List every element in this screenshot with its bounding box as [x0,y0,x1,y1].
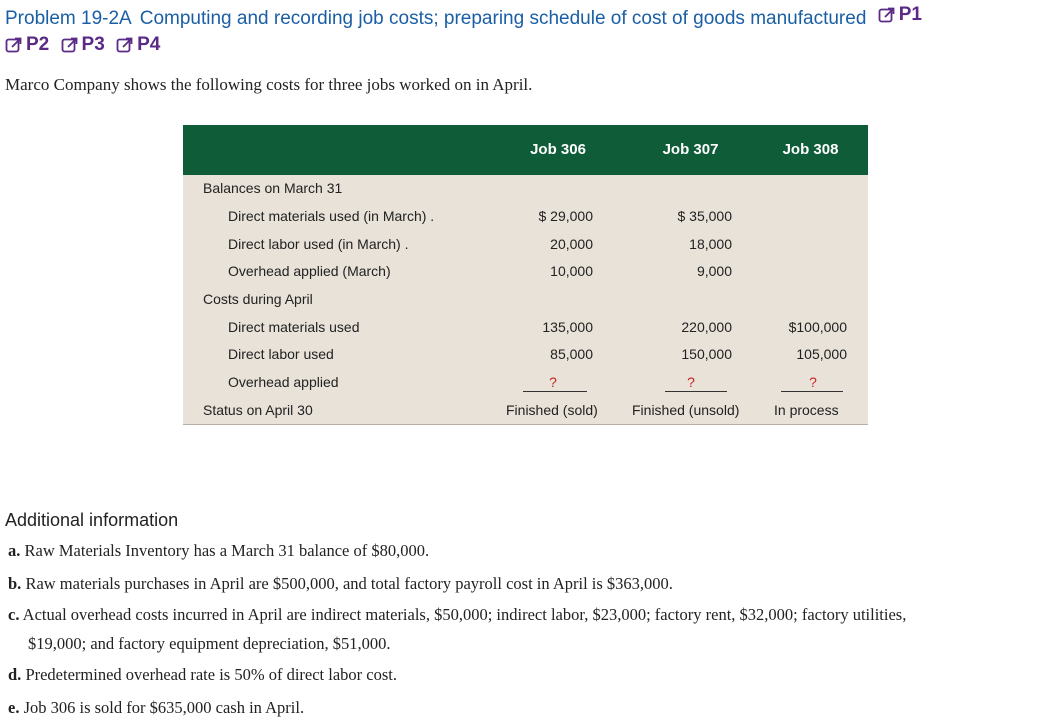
cell-value: 105,000 [796,346,847,362]
job-cost-table [183,125,868,425]
info-item-c-continued: $19,000; and factory equipment depreciation, $51,000. [28,634,391,653]
item-letter: b. [8,574,22,593]
header-line-2 [5,32,1040,62]
item-text: Predetermined overhead rate is 50% of direct labor cost. [25,665,398,684]
underline [523,391,587,392]
column-header-job-307: Job 307 [662,141,719,158]
external-link-icon [878,6,896,24]
item-text: Job 306 is sold for $635,000 cash in April. [23,698,305,717]
row-label: Direct materials used [228,319,360,335]
external-link-icon [116,36,134,54]
unknown-value-marker: ? [687,374,695,390]
row-label: Direct labor used [228,346,334,362]
objective-label: P2 [26,34,50,55]
objective-label: P3 [81,34,105,55]
cell-value: $100,000 [788,319,847,335]
objective-link-p4[interactable] [116,32,160,58]
objective-link-p3[interactable] [61,32,105,58]
table-header [183,125,868,175]
external-link-icon [5,36,23,54]
objective-label: P1 [898,4,922,25]
item-letter: c. [8,605,20,624]
problem-header [5,2,1040,62]
status-value: In process [774,402,839,418]
cell-value: 18,000 [689,236,732,252]
item-letter: d. [8,665,22,684]
header-line-1 [5,2,1040,32]
row-label: Direct labor used (in March) . [228,236,409,252]
cell-value: 85,000 [550,346,593,362]
cell-value: 10,000 [550,263,593,279]
item-text: Raw Materials Inventory has a March 31 balance of $80,000. [24,541,430,560]
intro-text: Marco Company shows the following costs for three jobs worked on in April. [5,75,533,94]
cell-value: 220,000 [681,319,732,335]
section-label-costs: Costs during April [203,291,313,307]
unknown-value-marker: ? [549,374,557,390]
cell-value: $ 35,000 [677,208,732,224]
status-value: Finished (unsold) [632,402,740,418]
column-header-job-308: Job 308 [782,141,839,158]
info-item-d [8,665,397,685]
section-label-balances: Balances on March 31 [203,180,343,196]
row-label: Overhead applied (March) [228,263,391,279]
cell-value: 20,000 [550,236,593,252]
item-text: Actual overhead costs incurred in April are indirect materials, $50,000; indirect labor, $23,000; factory rent, $32,000; factory utilities, [22,605,907,624]
row-label: Overhead applied [228,374,339,390]
item-letter: e. [8,698,20,717]
item-letter: a. [8,541,21,560]
info-item-e [8,698,304,718]
cell-value: $ 29,000 [538,208,593,224]
column-header-job-306: Job 306 [530,141,586,158]
info-item-b [8,574,673,594]
objective-link-p1[interactable] [878,2,922,28]
external-link-icon [61,36,79,54]
additional-information-heading: Additional information [5,510,179,530]
objective-label: P4 [137,34,161,55]
problem-number: Problem 19-2A [5,8,132,29]
unknown-value-marker: ? [809,374,817,390]
section-label-status: Status on April 30 [203,402,313,418]
cell-value: 150,000 [681,346,732,362]
problem-title: Computing and recording job costs; preparing schedule of cost of goods manufactured [139,8,867,29]
objective-link-p2[interactable] [5,32,49,58]
info-item-c [8,605,906,625]
underline [665,391,727,392]
underline [781,391,843,392]
info-item-a [8,541,429,561]
item-text: Raw materials purchases in April are $500,000, and total factory payroll cost in April is $363,000. [25,574,673,593]
cell-value: 9,000 [696,263,732,279]
row-label: Direct materials used (in March) . [228,208,435,224]
cell-value: 135,000 [542,319,593,335]
status-value: Finished (sold) [506,402,598,418]
